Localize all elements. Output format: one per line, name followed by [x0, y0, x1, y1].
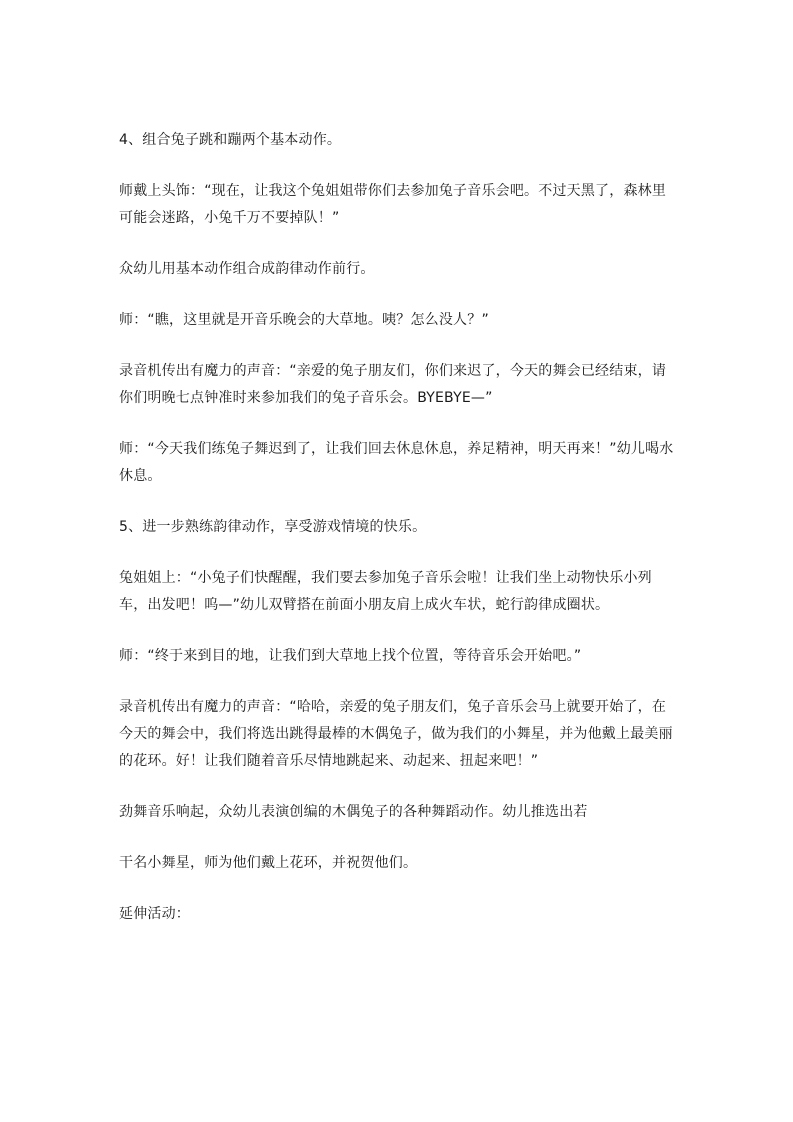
paragraph: 师：“今天我们练兔子舞迟到了，让我们回去休息休息，养足精神，明天再来！”幼儿喝水休息。 — [119, 441, 674, 484]
paragraph: 师：“瞧，这里就是开音乐晚会的大草地。咦？怎么没人？” — [119, 312, 489, 328]
paragraph: 录音机传出有魔力的声音：“哈哈，亲爱的兔子朋友们，兔子音乐会马上就要开始了，在今天的舞会中，我们将选出跳得最棒的木偶兔子，做为我们的小舞星，并为他戴上最美丽的花环。好！让我们随着音乐尽情地跳起来、动起来、扭起来吧！” — [119, 699, 673, 769]
paragraph: 干名小舞星，师为他们戴上花环，并祝贺他们。 — [119, 855, 418, 871]
paragraph: 师戴上头饰：“现在，让我这个兔姐姐带你们去参加兔子音乐会吧。不过天黑了，森林里可能会迷路，小兔千万不要掉队！” — [119, 183, 667, 226]
paragraph: 劲舞音乐响起，众幼儿表演创编的木偶兔子的各种舞蹈动作。幼儿推选出若 — [119, 804, 588, 820]
paragraph: 师：“终于来到目的地，让我们到大草地上找个位置，等待音乐会开始吧。” — [119, 648, 582, 664]
document-body — [119, 127, 675, 952]
section-heading-4: 4、组合兔子跳和蹦两个基本动作。 — [119, 132, 342, 148]
extension-activity-heading: 延伸活动： — [119, 906, 190, 922]
paragraph: 众幼儿用基本动作组合成韵律动作前行。 — [119, 261, 375, 277]
paragraph: 兔姐姐上：“小兔子们快醒醒，我们要去参加兔子音乐会啦！让我们坐上动物快乐小列车，出发吧！呜—”幼儿双臂搭在前面小朋友肩上成火车状，蛇行韵律成圈状。 — [119, 570, 652, 613]
paragraph: 录音机传出有魔力的声音：“亲爱的兔子朋友们，你们来迟了，今天的舞会已经结束，请你们明晚七点钟准时来参加我们的兔子音乐会。BYEBYE—” — [119, 363, 667, 406]
section-heading-5: 5、进一步熟练韵律动作，享受游戏情境的快乐。 — [119, 519, 427, 535]
